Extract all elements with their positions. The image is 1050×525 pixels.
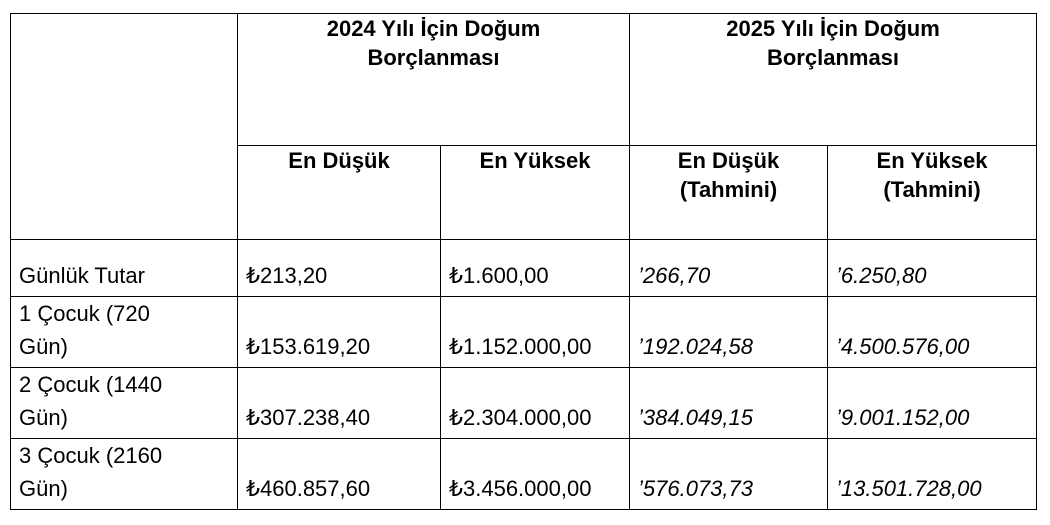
cell-max-2024: ₺3.456.000,00 — [441, 439, 630, 510]
row-label-line1: Günlük Tutar — [19, 263, 145, 288]
cell-max-2025: ’6.250,80 — [828, 240, 1037, 297]
row-label-line2: Gün) — [19, 334, 68, 359]
group-header-2025 — [630, 14, 1037, 146]
col-header-max-2025-line1: En Yüksek — [876, 148, 988, 173]
row-label-line2: Gün) — [19, 476, 68, 501]
row-label-line1: 2 Çocuk (1440 — [19, 372, 163, 397]
cell-min-2024: ₺213,20 — [238, 240, 441, 297]
cell-max-2024: ₺2.304.000,00 — [441, 368, 630, 439]
col-header-min-2024-label: En Düşük — [288, 148, 390, 173]
col-header-max-2024-label: En Yüksek — [479, 148, 591, 173]
col-header-max-2025 — [828, 146, 1037, 240]
row-label-line1: 3 Çocuk (2160 — [19, 443, 163, 468]
cell-max-2025: ’4.500.576,00 — [828, 297, 1037, 368]
row-label — [11, 439, 238, 510]
row-label-line2: Gün) — [19, 405, 68, 430]
table-row — [11, 439, 1037, 510]
cell-max-2025: ’13.501.728,00 — [828, 439, 1037, 510]
col-header-max-2024 — [441, 146, 630, 240]
cell-min-2025: ’192.024,58 — [630, 297, 828, 368]
group-header-2024-line2: Borçlanması — [367, 45, 500, 70]
birth-debt-table — [10, 13, 1037, 510]
cell-max-2024: ₺1.600,00 — [441, 240, 630, 297]
col-header-min-2025-line2: (Tahmini) — [679, 177, 778, 202]
table-row — [11, 297, 1037, 368]
group-header-2025-line2: Borçlanması — [766, 45, 900, 70]
cell-max-2025: ’9.001.152,00 — [828, 368, 1037, 439]
cell-min-2024: ₺153.619,20 — [238, 297, 441, 368]
header-row-groups — [11, 14, 1037, 146]
cell-min-2025: ’576.073,73 — [630, 439, 828, 510]
cell-max-2024: ₺1.152.000,00 — [441, 297, 630, 368]
col-header-max-2025-line2: (Tahmini) — [883, 177, 981, 202]
col-header-min-2025-line1: En Düşük — [677, 148, 780, 173]
row-label-line1: 1 Çocuk (720 — [19, 301, 150, 326]
row-label — [11, 240, 238, 297]
cell-min-2025: ’384.049,15 — [630, 368, 828, 439]
group-header-2025-line1: 2025 Yılı İçin Doğum — [726, 16, 940, 41]
col-header-min-2024 — [238, 146, 441, 240]
table-row — [11, 368, 1037, 439]
row-label — [11, 297, 238, 368]
group-header-2024-line1: 2024 Yılı İçin Doğum — [326, 16, 541, 41]
cell-min-2025: ’266,70 — [630, 240, 828, 297]
group-header-2024 — [238, 14, 630, 146]
row-label — [11, 368, 238, 439]
cell-min-2024: ₺307.238,40 — [238, 368, 441, 439]
cell-min-2024: ₺460.857,60 — [238, 439, 441, 510]
col-header-min-2025 — [630, 146, 828, 240]
table-row — [11, 240, 1037, 297]
corner-cell — [11, 14, 238, 240]
